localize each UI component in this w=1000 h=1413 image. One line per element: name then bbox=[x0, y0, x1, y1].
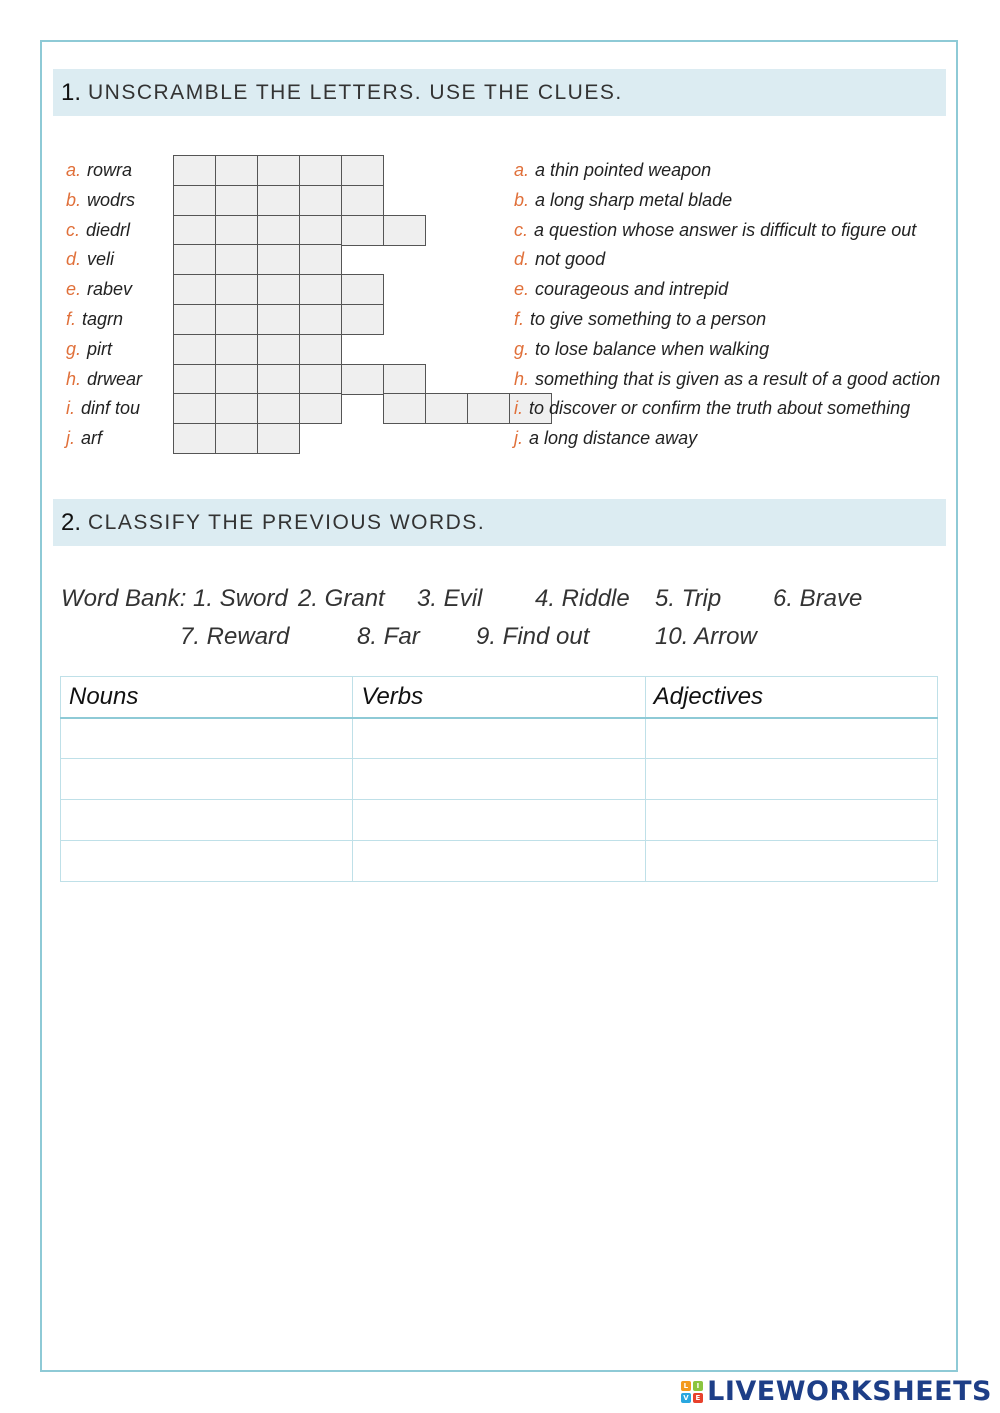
answer-slot[interactable] bbox=[645, 841, 937, 882]
clue-text: not good bbox=[535, 248, 606, 269]
answer-cell[interactable] bbox=[299, 393, 342, 424]
answer-slot[interactable] bbox=[353, 800, 645, 841]
answer-cell[interactable] bbox=[341, 155, 384, 186]
answer-cell[interactable] bbox=[299, 334, 342, 365]
clue-letter: h. bbox=[514, 368, 530, 389]
scrambled-word: drwear bbox=[87, 368, 143, 389]
clue-row bbox=[514, 304, 766, 334]
answer-slot[interactable] bbox=[61, 718, 353, 759]
answer-cell[interactable] bbox=[173, 185, 216, 216]
clue-row bbox=[514, 423, 697, 453]
clue-text: to lose balance when walking bbox=[535, 338, 770, 359]
section-2-header bbox=[53, 499, 946, 546]
answer-cell[interactable] bbox=[215, 304, 258, 335]
item-letter: f. bbox=[66, 308, 77, 329]
scrambled-word: diedrl bbox=[86, 219, 131, 240]
word-bank-item: 5. Trip bbox=[655, 585, 722, 612]
answer-cell[interactable] bbox=[299, 215, 342, 246]
answer-slot[interactable] bbox=[353, 841, 645, 882]
answer-slot[interactable] bbox=[645, 759, 937, 800]
scrambled-word-row bbox=[66, 155, 132, 185]
answer-cell[interactable] bbox=[215, 364, 258, 395]
answer-cell[interactable] bbox=[215, 215, 258, 246]
clue-text: a long sharp metal blade bbox=[535, 189, 733, 210]
brand-name: LIVEWORKSHEETS bbox=[707, 1376, 992, 1407]
answer-slot[interactable] bbox=[645, 800, 937, 841]
table-row bbox=[61, 800, 938, 841]
answer-cell[interactable] bbox=[383, 364, 426, 395]
logo-letter: V bbox=[681, 1393, 691, 1403]
answer-cell[interactable] bbox=[425, 393, 468, 424]
scrambled-word: pirt bbox=[87, 338, 113, 359]
answer-slot[interactable] bbox=[61, 800, 353, 841]
liveworksheets-logo bbox=[681, 1376, 992, 1407]
answer-cell[interactable] bbox=[383, 215, 426, 246]
table-row bbox=[61, 841, 938, 882]
logo-mark-icon bbox=[681, 1381, 703, 1403]
answer-cell[interactable] bbox=[257, 334, 300, 365]
scrambled-word-row bbox=[66, 244, 114, 274]
word-bank-item: 10. Arrow bbox=[655, 623, 757, 650]
answer-cell[interactable] bbox=[257, 244, 300, 275]
answer-cell[interactable] bbox=[215, 423, 258, 454]
answer-cell[interactable] bbox=[257, 185, 300, 216]
item-letter: e. bbox=[66, 278, 82, 299]
answer-cell[interactable] bbox=[341, 364, 384, 395]
word-bank-label: Word Bank: bbox=[61, 585, 187, 612]
answer-cell[interactable] bbox=[257, 155, 300, 186]
answer-cell[interactable] bbox=[173, 364, 216, 395]
scrambled-word: rabev bbox=[87, 278, 133, 299]
answer-slot[interactable] bbox=[61, 841, 353, 882]
word-bank-item: 6. Brave bbox=[773, 585, 863, 612]
answer-cell[interactable] bbox=[215, 185, 258, 216]
word-bank-item: 4. Riddle bbox=[535, 585, 630, 612]
answer-cell[interactable] bbox=[257, 304, 300, 335]
answer-cell[interactable] bbox=[299, 364, 342, 395]
word-bank-item: 8. Far bbox=[357, 623, 420, 650]
answer-cell[interactable] bbox=[299, 244, 342, 275]
answer-cell[interactable] bbox=[173, 423, 216, 454]
answer-cells bbox=[173, 244, 341, 274]
section-1-header bbox=[53, 69, 946, 116]
answer-cell[interactable] bbox=[173, 393, 216, 424]
answer-cell[interactable] bbox=[215, 244, 258, 275]
answer-cell[interactable] bbox=[299, 155, 342, 186]
item-letter: h. bbox=[66, 368, 82, 389]
word-bank-item: 9. Find out bbox=[476, 623, 590, 650]
answer-cell[interactable] bbox=[341, 274, 384, 305]
answer-cells bbox=[173, 304, 383, 334]
answer-cells bbox=[173, 215, 425, 245]
clue-row bbox=[514, 244, 605, 274]
scrambled-word-row bbox=[66, 423, 102, 453]
scrambled-word: rowra bbox=[87, 159, 133, 180]
answer-slot[interactable] bbox=[353, 759, 645, 800]
scrambled-word-row bbox=[66, 185, 135, 215]
scrambled-word-row bbox=[66, 304, 123, 334]
scrambled-word-row bbox=[66, 364, 142, 394]
answer-slot[interactable] bbox=[645, 718, 937, 759]
clue-letter: a. bbox=[514, 159, 530, 180]
answer-cell[interactable] bbox=[215, 334, 258, 365]
word-bank-item: 7. Reward bbox=[180, 623, 290, 650]
answer-cells bbox=[173, 155, 383, 185]
clue-letter: d. bbox=[514, 248, 530, 269]
clue-text: to give something to a person bbox=[530, 308, 767, 329]
answer-cell[interactable] bbox=[299, 185, 342, 216]
scrambled-word-row bbox=[66, 393, 140, 423]
answer-cells bbox=[173, 423, 299, 453]
answer-cell[interactable] bbox=[341, 185, 384, 216]
clue-row bbox=[514, 274, 728, 304]
clue-text: a question whose answer is difficult to figure out bbox=[534, 219, 917, 240]
answer-cell[interactable] bbox=[215, 393, 258, 424]
answer-cell[interactable] bbox=[383, 393, 426, 424]
answer-cell[interactable] bbox=[467, 393, 510, 424]
column-header-adjectives: Adjectives bbox=[645, 677, 937, 718]
scrambled-word-row bbox=[66, 274, 132, 304]
scrambled-word: arf bbox=[81, 427, 103, 448]
clue-row bbox=[514, 185, 732, 215]
logo-letter: L bbox=[681, 1381, 691, 1391]
scrambled-word: wodrs bbox=[87, 189, 136, 210]
clue-letter: j. bbox=[514, 427, 523, 448]
clue-row bbox=[514, 364, 940, 394]
clue-text: courageous and intrepid bbox=[535, 278, 729, 299]
logo-letter: E bbox=[693, 1393, 703, 1403]
clue-letter: g. bbox=[514, 338, 530, 359]
answer-cell[interactable] bbox=[257, 423, 300, 454]
answer-cell[interactable] bbox=[173, 215, 216, 246]
column-header-verbs: Verbs bbox=[353, 677, 645, 718]
clue-letter: c. bbox=[514, 219, 529, 240]
scrambled-word: veli bbox=[87, 248, 115, 269]
answer-cells bbox=[173, 274, 383, 304]
answer-cell[interactable] bbox=[173, 274, 216, 305]
answer-slot[interactable] bbox=[61, 759, 353, 800]
answer-cells bbox=[173, 334, 341, 364]
item-letter: c. bbox=[66, 219, 81, 240]
answer-cell[interactable] bbox=[257, 215, 300, 246]
answer-cells bbox=[173, 364, 425, 394]
answer-cell[interactable] bbox=[257, 393, 300, 424]
answer-slot[interactable] bbox=[353, 718, 645, 759]
word-bank-item: 2. Grant bbox=[298, 585, 385, 612]
scrambled-word-row bbox=[66, 334, 112, 364]
item-letter: d. bbox=[66, 248, 82, 269]
clue-text: to discover or confirm the truth about something bbox=[529, 397, 911, 418]
clue-row bbox=[514, 334, 769, 364]
answer-cell[interactable] bbox=[257, 364, 300, 395]
classification-table bbox=[60, 676, 938, 882]
section-2-number: 2. bbox=[61, 508, 82, 536]
answer-cells bbox=[173, 185, 383, 215]
clue-letter: b. bbox=[514, 189, 530, 210]
clue-letter: f. bbox=[514, 308, 525, 329]
answer-cell[interactable] bbox=[215, 155, 258, 186]
table-row bbox=[61, 718, 938, 759]
answer-cell[interactable] bbox=[173, 334, 216, 365]
item-letter: j. bbox=[66, 427, 75, 448]
item-letter: b. bbox=[66, 189, 82, 210]
answer-cell[interactable] bbox=[299, 304, 342, 335]
column-header-nouns: Nouns bbox=[61, 677, 353, 718]
clue-text: a thin pointed weapon bbox=[535, 159, 712, 180]
answer-cell[interactable] bbox=[173, 155, 216, 186]
answer-cell[interactable] bbox=[257, 274, 300, 305]
item-letter: a. bbox=[66, 159, 82, 180]
word-bank-item: 1. Sword bbox=[193, 585, 288, 612]
answer-cell[interactable] bbox=[341, 215, 384, 246]
scrambled-word-row bbox=[66, 215, 130, 245]
answer-cell[interactable] bbox=[341, 304, 384, 335]
logo-letter: I bbox=[693, 1381, 703, 1391]
clue-letter: e. bbox=[514, 278, 530, 299]
section-2-title: CLASSIFY THE PREVIOUS WORDS. bbox=[88, 510, 486, 534]
answer-cell[interactable] bbox=[173, 244, 216, 275]
item-letter: i. bbox=[66, 397, 75, 418]
scrambled-word: dinf tou bbox=[81, 397, 141, 418]
answer-cell[interactable] bbox=[299, 274, 342, 305]
clue-letter: i. bbox=[514, 397, 523, 418]
table-row bbox=[61, 759, 938, 800]
section-1-title: UNSCRAMBLE THE LETTERS. USE THE CLUES. bbox=[88, 80, 623, 104]
clue-row bbox=[514, 215, 916, 245]
clue-row bbox=[514, 393, 910, 423]
word-bank-item: 3. Evil bbox=[417, 585, 483, 612]
item-letter: g. bbox=[66, 338, 82, 359]
clue-text: something that is given as a result of a good action bbox=[535, 368, 941, 389]
answer-cell[interactable] bbox=[215, 274, 258, 305]
scrambled-word: tagrn bbox=[82, 308, 124, 329]
section-1-number: 1. bbox=[61, 78, 82, 106]
clue-text: a long distance away bbox=[529, 427, 698, 448]
answer-cell[interactable] bbox=[173, 304, 216, 335]
answer-cells bbox=[173, 393, 551, 423]
clue-row bbox=[514, 155, 711, 185]
